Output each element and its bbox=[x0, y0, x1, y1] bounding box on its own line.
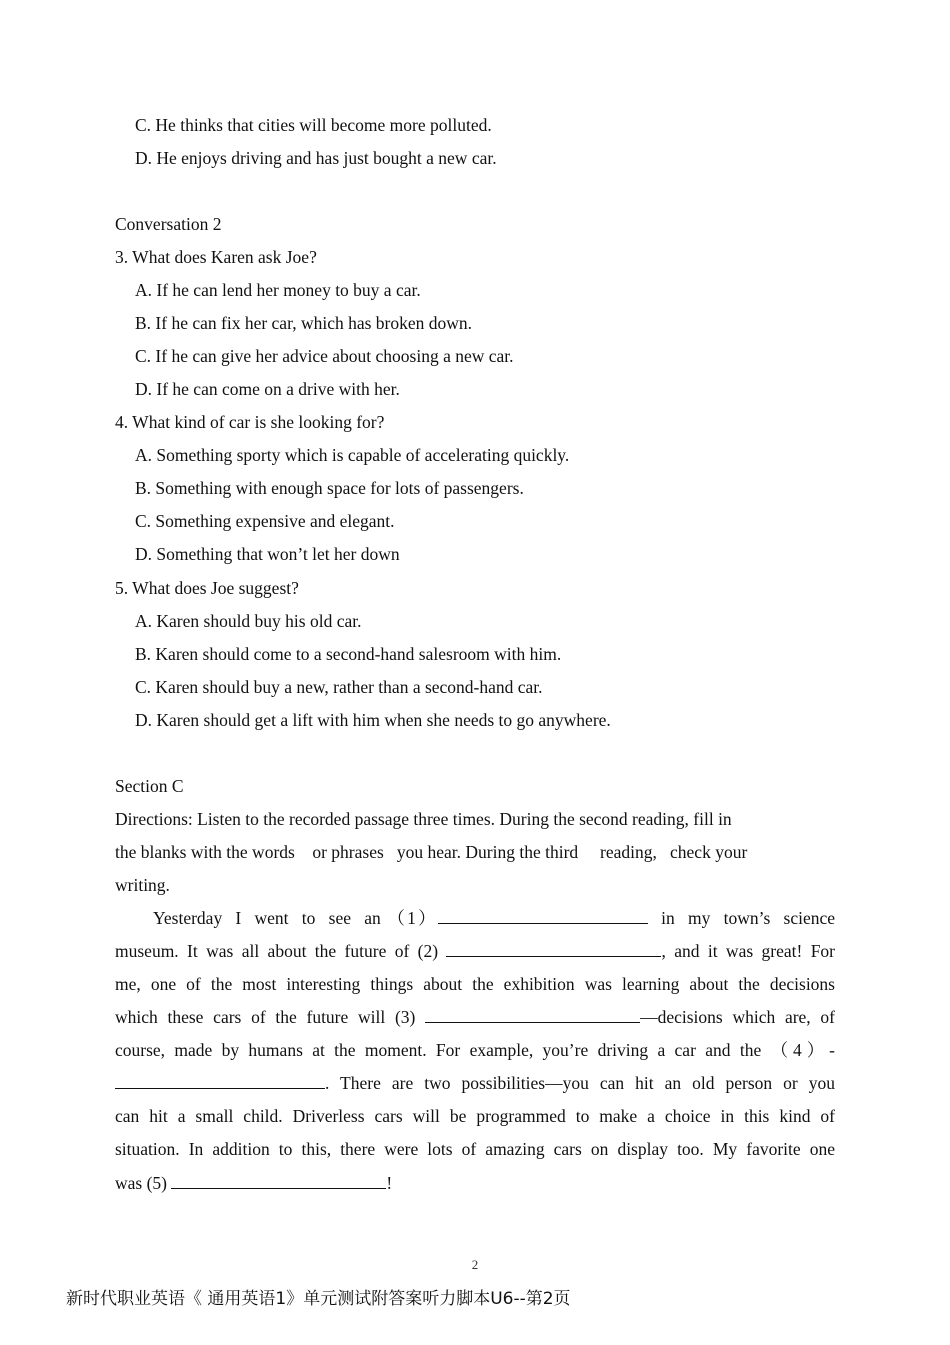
directions-line-1: Directions: Listen to the recorded passage three times. During the second reading, fill in bbox=[115, 809, 732, 829]
passage-line-2: museum. It was all about the future of (2) , and it was great! For bbox=[115, 941, 836, 961]
question-4: 4. What kind of car is she looking for? bbox=[115, 412, 385, 432]
section-heading: Section C bbox=[115, 776, 184, 796]
option-3d: D. If he can come on a drive with her. bbox=[135, 379, 400, 399]
option-5c: C. Karen should buy a new, rather than a second-hand car. bbox=[135, 677, 543, 697]
directions-line-2: the blanks with the words or phrases you hear. During the third reading, check your bbox=[115, 842, 748, 862]
passage-line-5: course, made by humans at the moment. For example, you’re driving a car and the （4）- bbox=[115, 1040, 836, 1060]
question-3: 3. What does Karen ask Joe? bbox=[115, 247, 317, 267]
passage-line-8: situation. In addition to this, there were lots of amazing cars on display too. My favorite one bbox=[115, 1139, 835, 1159]
option-4d: D. Something that won’t let her down bbox=[135, 544, 400, 564]
option-2d: D. He enjoys driving and has just bought a new car. bbox=[135, 148, 497, 168]
blank-3[interactable] bbox=[425, 1006, 640, 1023]
passage-line-6: . There are two possibilities—you can hit an old person or you bbox=[115, 1072, 835, 1094]
passage-line-4: which these cars of the future will (3) —decisions which are, of bbox=[115, 1007, 835, 1027]
directions-line-3: writing. bbox=[115, 875, 170, 895]
page-number: 2 bbox=[471, 1257, 479, 1272]
conversation-heading: Conversation 2 bbox=[115, 214, 222, 234]
option-5b: B. Karen should come to a second-hand salesroom with him. bbox=[135, 644, 562, 664]
blank-5[interactable] bbox=[171, 1172, 386, 1189]
option-3a: A. If he can lend her money to buy a car. bbox=[135, 280, 421, 300]
blank-4[interactable] bbox=[115, 1072, 325, 1089]
option-5a: A. Karen should buy his old car. bbox=[135, 611, 362, 631]
option-2c: C. He thinks that cities will become more polluted. bbox=[135, 115, 492, 135]
blank-1[interactable] bbox=[438, 907, 648, 924]
passage-line-1: Yesterday I went to see an （1） in my town’s science bbox=[153, 908, 836, 928]
option-4b: B. Something with enough space for lots of passengers. bbox=[135, 478, 524, 498]
option-4a: A. Something sporty which is capable of accelerating quickly. bbox=[135, 445, 570, 465]
option-3b: B. If he can fix her car, which has broken down. bbox=[135, 313, 473, 333]
option-5d: D. Karen should get a lift with him when she needs to go anywhere. bbox=[135, 710, 611, 730]
passage-line-3: me, one of the most interesting things about the exhibition was learning about the decisions bbox=[115, 974, 835, 994]
option-3c: C. If he can give her advice about choosing a new car. bbox=[135, 346, 514, 366]
document-footer: 新时代职业英语《 通用英语1》单元测试附答案听力脚本U6--第2页 bbox=[66, 1289, 571, 1309]
passage-line-7: can hit a small child. Driverless cars will be programmed to make a choice in this kind of bbox=[115, 1106, 835, 1126]
blank-2[interactable] bbox=[446, 940, 661, 957]
question-5: 5. What does Joe suggest? bbox=[115, 578, 299, 598]
passage-line-9: was (5) ! bbox=[115, 1173, 393, 1193]
option-4c: C. Something expensive and elegant. bbox=[135, 511, 395, 531]
